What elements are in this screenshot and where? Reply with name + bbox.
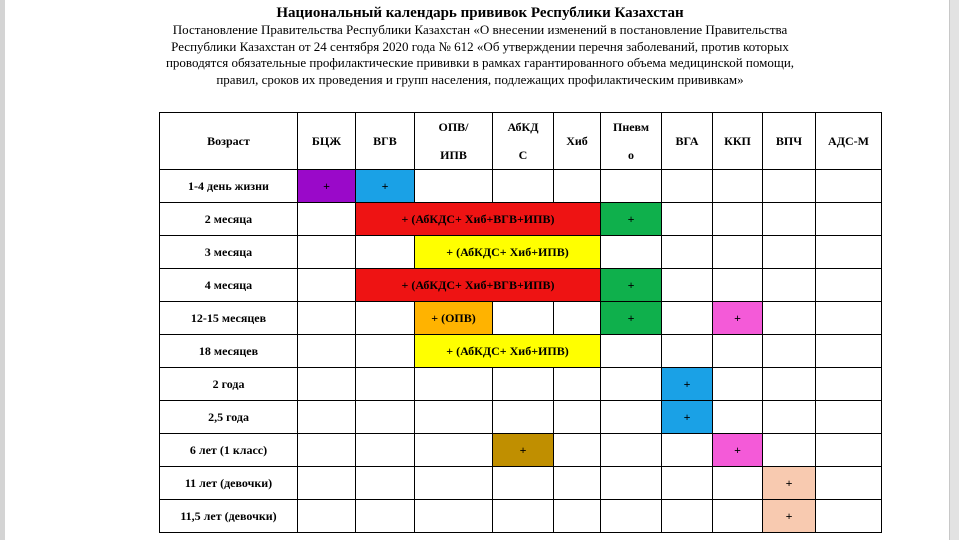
empty-cell <box>415 401 493 434</box>
empty-cell <box>816 401 882 434</box>
age-cell: 2 месяца <box>160 203 298 236</box>
empty-cell <box>356 368 415 401</box>
empty-cell <box>415 170 493 203</box>
subtitle-line-4: правил, сроков их проведения и групп населения, подлежащих профилактическим прививкам» <box>216 71 744 87</box>
table-row <box>160 500 882 533</box>
subtitle-line-1: Постановление Правительства Республики Казахстан «О внесении изменений в постановление Правительства <box>172 22 788 37</box>
bcg-mark: + <box>298 170 356 203</box>
empty-cell <box>554 434 601 467</box>
empty-cell <box>816 500 882 533</box>
age-cell: 6 лет (1 класс) <box>160 434 298 467</box>
table-row <box>160 269 882 302</box>
empty-cell <box>298 434 356 467</box>
table-row <box>160 467 882 500</box>
empty-cell <box>298 269 356 302</box>
age-cell: 4 месяца <box>160 269 298 302</box>
empty-cell <box>601 170 662 203</box>
empty-cell <box>662 269 713 302</box>
hepb-mark: + <box>356 170 415 203</box>
document-header <box>40 4 920 88</box>
empty-cell <box>601 500 662 533</box>
empty-cell <box>763 203 816 236</box>
left-page-edge <box>0 0 5 540</box>
empty-cell <box>415 368 493 401</box>
header-row <box>160 113 882 170</box>
empty-cell <box>493 500 554 533</box>
empty-cell <box>713 335 763 368</box>
empty-cell <box>356 302 415 335</box>
col-header-opv-ipv: ОПВ/ ИПВ <box>415 113 493 170</box>
empty-cell <box>356 335 415 368</box>
empty-cell <box>554 401 601 434</box>
empty-cell <box>298 500 356 533</box>
empty-cell <box>713 401 763 434</box>
empty-cell <box>298 236 356 269</box>
empty-cell <box>601 434 662 467</box>
empty-cell <box>415 500 493 533</box>
empty-cell <box>554 302 601 335</box>
empty-cell <box>601 368 662 401</box>
empty-cell <box>554 467 601 500</box>
empty-cell <box>662 335 713 368</box>
empty-cell <box>415 467 493 500</box>
empty-cell <box>763 302 816 335</box>
combo-vaccine-cell: + (АбКДС+ Хиб+ВГВ+ИПВ) <box>356 203 601 236</box>
empty-cell <box>298 467 356 500</box>
col-header-mmr: ККП <box>713 113 763 170</box>
empty-cell <box>763 401 816 434</box>
table-row <box>160 368 882 401</box>
empty-cell <box>816 269 882 302</box>
empty-cell <box>493 401 554 434</box>
empty-cell <box>763 170 816 203</box>
empty-cell <box>601 236 662 269</box>
age-cell: 11,5 лет (девочки) <box>160 500 298 533</box>
opv-mark: + (ОПВ) <box>415 302 493 335</box>
col-header-hpv: ВПЧ <box>763 113 816 170</box>
empty-cell <box>816 302 882 335</box>
empty-cell <box>662 467 713 500</box>
mmr-mark: + <box>713 434 763 467</box>
right-scrollbar[interactable] <box>949 0 959 540</box>
empty-cell <box>713 269 763 302</box>
combo-vaccine-cell: + (АбКДС+ Хиб+ИПВ) <box>415 335 601 368</box>
vaccination-schedule-table <box>159 112 882 533</box>
empty-cell <box>493 302 554 335</box>
subtitle-line-2: Республики Казахстан от 24 сентября 2020 года № 612 «Об утверждении перечня заболеваний, против которых <box>171 38 789 54</box>
pneumo-mark: + <box>601 302 662 335</box>
empty-cell <box>601 401 662 434</box>
empty-cell <box>493 170 554 203</box>
empty-cell <box>816 335 882 368</box>
empty-cell <box>601 467 662 500</box>
empty-cell <box>356 434 415 467</box>
empty-cell <box>662 302 713 335</box>
empty-cell <box>554 368 601 401</box>
empty-cell <box>601 335 662 368</box>
col-header-hepb: ВГВ <box>356 113 415 170</box>
empty-cell <box>554 170 601 203</box>
col-header-abkds: АбКД С <box>493 113 554 170</box>
empty-cell <box>356 401 415 434</box>
empty-cell <box>763 335 816 368</box>
empty-cell <box>493 368 554 401</box>
empty-cell <box>713 500 763 533</box>
empty-cell <box>356 467 415 500</box>
empty-cell <box>713 236 763 269</box>
empty-cell <box>493 467 554 500</box>
empty-cell <box>713 368 763 401</box>
pneumo-mark: + <box>601 269 662 302</box>
age-cell: 12-15 месяцев <box>160 302 298 335</box>
age-cell: 2,5 года <box>160 401 298 434</box>
table-row <box>160 170 882 203</box>
hepa-mark: + <box>662 368 713 401</box>
empty-cell <box>662 203 713 236</box>
col-header-age: Возраст <box>160 113 298 170</box>
hpv-mark: + <box>763 467 816 500</box>
table-row <box>160 335 882 368</box>
empty-cell <box>298 302 356 335</box>
abkds-mark: + <box>493 434 554 467</box>
age-cell: 11 лет (девочки) <box>160 467 298 500</box>
empty-cell <box>298 203 356 236</box>
age-cell: 3 месяца <box>160 236 298 269</box>
age-cell: 2 года <box>160 368 298 401</box>
table-row <box>160 203 882 236</box>
empty-cell <box>763 434 816 467</box>
col-header-pneumo: Пневм о <box>601 113 662 170</box>
table-row <box>160 236 882 269</box>
empty-cell <box>662 236 713 269</box>
empty-cell <box>713 170 763 203</box>
empty-cell <box>713 467 763 500</box>
col-header-hepa: ВГА <box>662 113 713 170</box>
empty-cell <box>763 269 816 302</box>
col-header-bcg: БЦЖ <box>298 113 356 170</box>
table-row <box>160 302 882 335</box>
mmr-mark: + <box>713 302 763 335</box>
table-row <box>160 434 882 467</box>
empty-cell <box>816 368 882 401</box>
empty-cell <box>816 170 882 203</box>
empty-cell <box>816 236 882 269</box>
empty-cell <box>713 203 763 236</box>
age-cell: 18 месяцев <box>160 335 298 368</box>
document-title: Национальный календарь прививок Республики Казахстан <box>276 5 684 21</box>
age-cell: 1-4 день жизни <box>160 170 298 203</box>
empty-cell <box>554 500 601 533</box>
hpv-mark: + <box>763 500 816 533</box>
pneumo-mark: + <box>601 203 662 236</box>
combo-vaccine-cell: + (АбКДС+ Хиб+ВГВ+ИПВ) <box>356 269 601 302</box>
empty-cell <box>298 335 356 368</box>
empty-cell <box>415 434 493 467</box>
empty-cell <box>763 368 816 401</box>
empty-cell <box>298 368 356 401</box>
col-header-hib: Хиб <box>554 113 601 170</box>
table-row <box>160 401 882 434</box>
empty-cell <box>816 203 882 236</box>
empty-cell <box>763 236 816 269</box>
subtitle-line-3: проводятся обязательные профилактические прививки в рамках гарантированного объема медицинской помощи, <box>165 55 795 70</box>
combo-vaccine-cell: + (АбКДС+ Хиб+ИПВ) <box>415 236 601 269</box>
col-header-adsm: АДС-М <box>816 113 882 170</box>
hepa-mark: + <box>662 401 713 434</box>
empty-cell <box>662 434 713 467</box>
empty-cell <box>662 500 713 533</box>
empty-cell <box>356 500 415 533</box>
empty-cell <box>816 434 882 467</box>
empty-cell <box>662 170 713 203</box>
empty-cell <box>816 467 882 500</box>
empty-cell <box>298 401 356 434</box>
empty-cell <box>356 236 415 269</box>
